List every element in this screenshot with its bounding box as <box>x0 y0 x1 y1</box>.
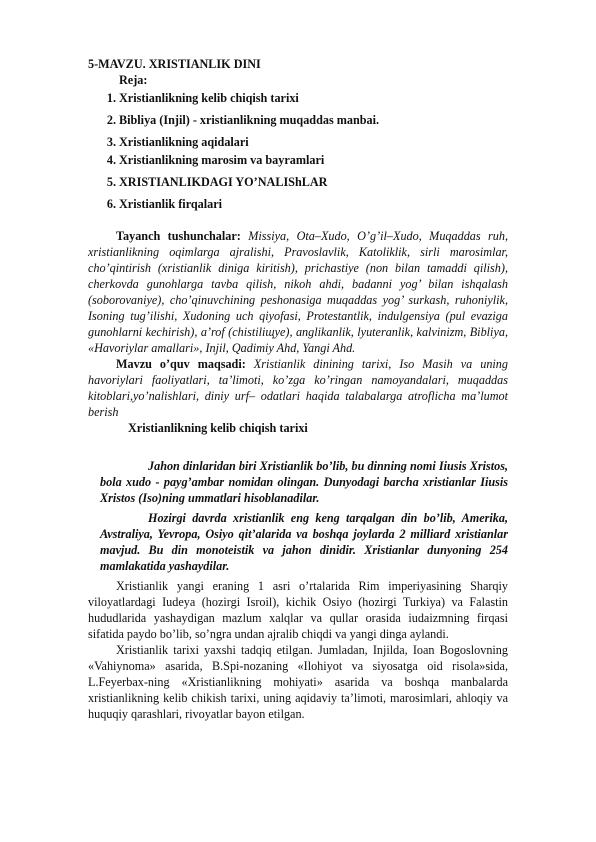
bold-italic-paragraph: Jahon dinlaridan biri Xristianlik bo’lib, bu dinning nomi Iiusis Xristos, bola xudo - payg’ambar nomidan olingan. Dunyodagi barcha xristianlar Iiusis Xristos (Iso)ning ummatlari hisoblanadilar. <box>100 459 508 505</box>
plan-item <box>88 112 508 128</box>
document-title: 5-MAVZU. XRISTIANLIK DINI <box>88 57 261 71</box>
plan-item <box>88 196 508 212</box>
plan-item-number: 4. <box>106 153 116 167</box>
plan-item-text: Xristianlikning marosim va bayramlari <box>119 153 325 167</box>
plan-item-text: Xristianlik firqalari <box>119 197 223 211</box>
plan-item-text: Xristianlikning aqidalari <box>119 135 249 149</box>
plan-item <box>88 134 508 150</box>
plan-item <box>88 174 508 190</box>
plan-item-text: Bibliya (Injil) - xristianlikning muqaddas manbai. <box>119 113 380 127</box>
plan-item <box>88 90 508 106</box>
body-paragraph: Xristianlik tarixi yaxshi tadqiq etilgan. Jumladan, Injilda, Ioan Bogoslovning «Vahiynoma» asarida, B.Spi-nozaning «Ilohiyot va siyosatga oid risola»sida, L.Feyerbax-ning «Xristianlikning mohiyati» asarida va boshqa manbalarda xristianlikning kelib chikish tarixi, uning aqidaviy ta’limoti, marosimlari, ahloqiy va huquqiy qarashlari, rivoyatlar bayon etilgan. <box>88 643 508 721</box>
key-concepts-label: Tayanch tushunchalar: <box>116 229 241 243</box>
learning-goal-label: Mavzu o’quv maqsadi: <box>116 357 246 371</box>
plan-item-number: 6. <box>106 197 116 211</box>
plan-item-text: Xristianlikning kelib chiqish tarixi <box>119 91 299 105</box>
learning-goal-paragraph <box>88 356 508 420</box>
plan-item-number: 3. <box>106 135 116 149</box>
bold-italic-paragraph: Hozirgi davrda xristianlik eng keng tarqalgan din bo’lib, Amerika, Avstraliya, Yevropa, Osiyo qit’alarida va boshqa joylarda 2 milliard xristianlar mavjud. Bu din monoteistik va jahon dinidir. Xristianlar dunyoning 254 mamlakatida yashaydilar. <box>100 511 508 573</box>
plan-heading: Reja: <box>119 73 148 87</box>
plan-item-number: 5. <box>106 175 116 189</box>
plan-item-number: 1. <box>106 91 116 105</box>
plan-item-number: 2. <box>106 113 116 127</box>
key-concepts-paragraph <box>88 228 508 356</box>
key-concepts-text: Missiya, Ota–Xudo, O’g’il–Xudo, Muqaddas ruh, xristianlikning oqimlarga ajralishi, Pravoslavlik, Katoliklik, sirli marosimlar, cho’qintirish (xristianlik diniga kiritish), prichastiye (non bilan tamaddi qilish), cherkovda gunohlarga tavba qilish, nikoh ahdi, badanni yog’ bilan ishqalash (soborovaniye), cho’qinuvchining peshonasiga muqaddas yog’ surkash, ruhoniylik, Isoning tug’ilishi, Xudoning uch qiyofasi, Protestantlik, indulgensiya (pul evaziga gunohlarni kechirish), a’rof (chistiliщye), anglikanlik, lyuteranlik, kalvinizm, Bibliya, «Havoriylar amallari», Injil, Qadimiy Ahd, Yangi Ahd. <box>88 229 508 355</box>
section-subheading: Xristianlikning kelib chiqish tarixi <box>128 421 308 435</box>
plan-list <box>88 90 508 212</box>
body-paragraph: Xristianlik yangi eraning 1 asri o’rtalarida Rim imperiyasining Sharqiy viloyatlardagi Iudeya (hozirgi Isroil), kichik Osiyo (hozirgi Turkiya) va Falastin hududlarida yashaydigan mazlum xalqlar va qullar orasida iudaizmning firqasi sifatida paydo bo’lib, so’ngra undan ajralib chiqdi va yangi dinga aylandi. <box>88 579 508 641</box>
learning-goal-text: Xristianlik dinining tarixi, Iso Masih va uning havoriylari faoliyatlari, ta’limoti, ko’zga ko’ringan namoyandalari, muqaddas kitoblari,yo’nalishlari, diniy urf– odatlari haqida talabalarga atroflicha ma’lumot berish <box>88 357 508 419</box>
plan-item <box>88 152 508 168</box>
plan-item-text: XRISTIANLIKDAGI YO’NALIShLAR <box>119 175 328 189</box>
